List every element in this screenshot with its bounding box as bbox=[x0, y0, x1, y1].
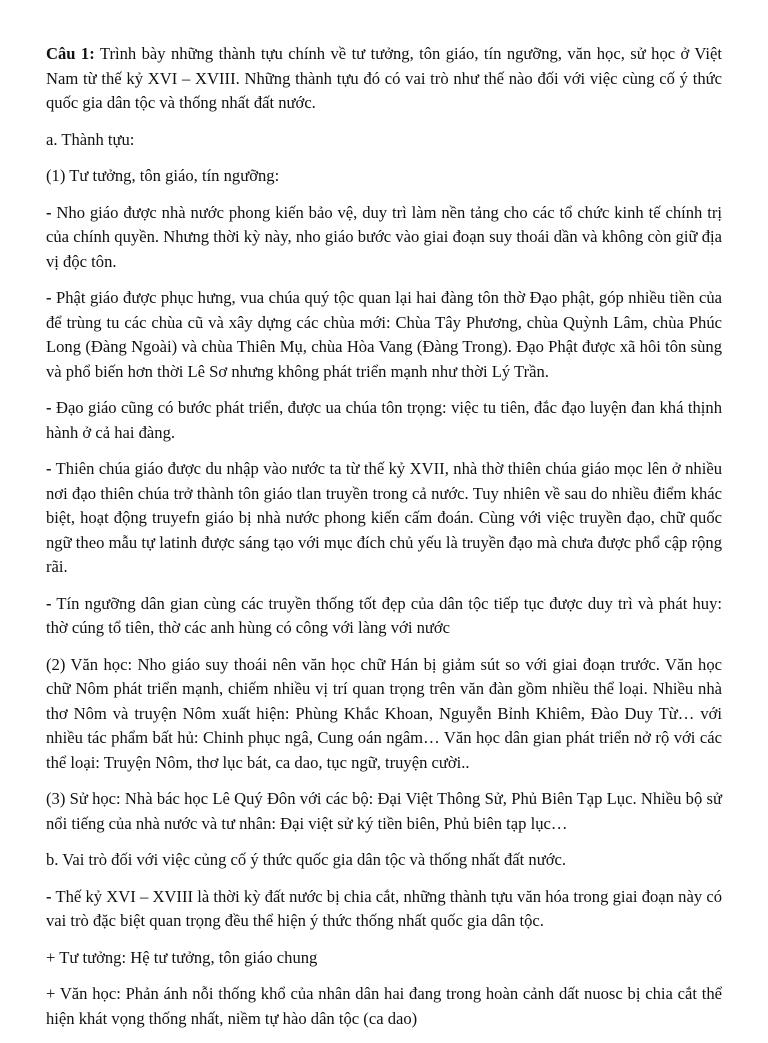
bullet-text: Phật giáo được phục hưng, vua chúa quý tộc quan lại hai đàng tôn thờ Đạo phật, góp nhiều tiền của để trùng tu các chùa cũ và xây dựng các chùa mới: Chùa Tây Phương, chùa Quỳnh Lâm, chùa Phúc Long (Đàng Ngoài) và chùa Thiên Mụ, chùa Hòa Vang (Đàng Trong). Đạo Phật được xã hôi tôn sùng và phổ biến hơn thời Lê Sơ nhưng không phát triển mạnh như thời Lý Trần. bbox=[46, 288, 722, 381]
bullet-catholicism bbox=[46, 457, 722, 580]
bullet-text: Tín ngưỡng dân gian cùng các truyền thống tốt đẹp của dân tộc tiếp tục được duy trì và phát huy: thờ cúng tổ tiên, thờ các anh hùng có công với làng với nước bbox=[46, 593, 722, 637]
question-paragraph bbox=[46, 42, 722, 116]
section-a-heading: a. Thành tựu: bbox=[46, 129, 135, 149]
bullet-dash: - bbox=[46, 398, 52, 417]
bullet-folk-beliefs bbox=[46, 592, 722, 641]
bullet-dash: - bbox=[46, 593, 52, 613]
bullet-taoism bbox=[46, 396, 722, 445]
bullet-dash: - bbox=[46, 288, 52, 307]
section-b-heading: b. Vai trò đối với việc củng cố ý thức quốc gia dân tộc và thống nhất đất nước. bbox=[46, 850, 567, 869]
plus-item-literature: + Văn học: Phản ánh nỗi thống khổ của nhân dân hai đang trong hoàn cảnh dất nuosc bị chia cắt thể hiện khát vọng thống nhất, niềm tự hào dân tộc (ca dao) bbox=[46, 984, 722, 1028]
bullet-section-b bbox=[46, 885, 722, 934]
document-page bbox=[46, 42, 722, 1043]
plus-item-thought: + Tư tưởng: Hệ tư tưởng, tôn giáo chung bbox=[46, 947, 318, 967]
bullet-dash: - bbox=[46, 886, 52, 906]
subsection-3-history: (3) Sử học: Nhà bác học Lê Quý Đôn với các bộ: Đại Việt Thông Sử, Phủ Biên Tạp Lục. Nhiều bộ sử nổi tiếng của nhà nước và tư nhân: Đại việt sử ký tiền biên, Phủ biên tạp lục… bbox=[46, 789, 722, 833]
bullet-text: Thiên chúa giáo được du nhập vào nước ta từ thế kỷ XVII, nhà thờ thiên chúa giáo mọc lên ở nhiều nơi đạo thiên chúa trở thành tôn giáo tlan truyền trong cả nước. Tuy nhiên về sau do nhiều điểm khác biệt, hoạt động truyefn giáo bị nhà nước phong kiến cấm đoán. Cùng với việc truyền đạo, chữ quốc ngữ theo mẫu tự latinh được sáng tạo với mục đích chủ yếu là truyền đạo mà chưa được phổ cập rộng rãi. bbox=[46, 459, 722, 576]
subsection-1-heading: (1) Tư tưởng, tôn giáo, tín ngưỡng: bbox=[46, 166, 280, 185]
bullet-text: Đạo giáo cũng có bước phát triển, được ua chúa tôn trọng: việc tu tiên, đắc đạo luyện đan khá thịnh hành ở cả hai đàng. bbox=[46, 398, 722, 442]
question-text: Trình bày những thành tựu chính về tư tưởng, tôn giáo, tín ngưỡng, văn học, sử học ở Việt Nam từ thế kỷ XVI – XVIII. Những thành tựu đó có vai trò như thế nào đối với việc cùng cố ý thức quốc gia dân tộc và thống nhất đất nước. bbox=[46, 44, 723, 112]
bullet-confucianism bbox=[46, 201, 722, 275]
bullet-text: Nho giáo được nhà nước phong kiến bảo vệ, duy trì làm nền tảng cho các tổ chức kinh tế chính trị của chính quyền. Nhưng thời kỳ này, nho giáo bước vào giai đoạn suy thoái dần và không còn giữ địa vị độc tôn. bbox=[46, 202, 722, 271]
subsection-2-literature: (2) Văn học: Nho giáo suy thoái nên văn học chữ Hán bị giảm sút so với giai đoạn trước. Văn học chữ Nôm phát triển mạnh, chiếm nhiều vị trí quan trọng trên văn đàn gồm nhiều thể loại. Nhiều nhà thơ Nôm và truyện Nôm xuất hiện: Phùng Khắc Khoan, Nguyễn Bỉnh Khiêm, Đào Duy Từ… với nhiều tác phẩm bất hủ: Chinh phục ngâ, Cung oán ngâm… Văn học dân gian phát triển nở rộ với các thể loại: Truyện Nôm, thơ lục bát, ca dao, tục ngữ, truyện cười.. bbox=[46, 654, 722, 772]
bullet-buddhism bbox=[46, 286, 722, 384]
bullet-dash: - bbox=[46, 459, 52, 478]
question-label: Câu 1: bbox=[46, 44, 95, 63]
bullet-text: Thế kỷ XVI – XVIII là thời kỳ đất nước bị chia cắt, những thành tựu văn hóa trong giai đoạn này có vai trò đặc biệt quan trọng đều thể hiện ý thức thống nhất quốc gia dân tộc. bbox=[46, 886, 722, 930]
bullet-dash: - bbox=[46, 202, 52, 222]
